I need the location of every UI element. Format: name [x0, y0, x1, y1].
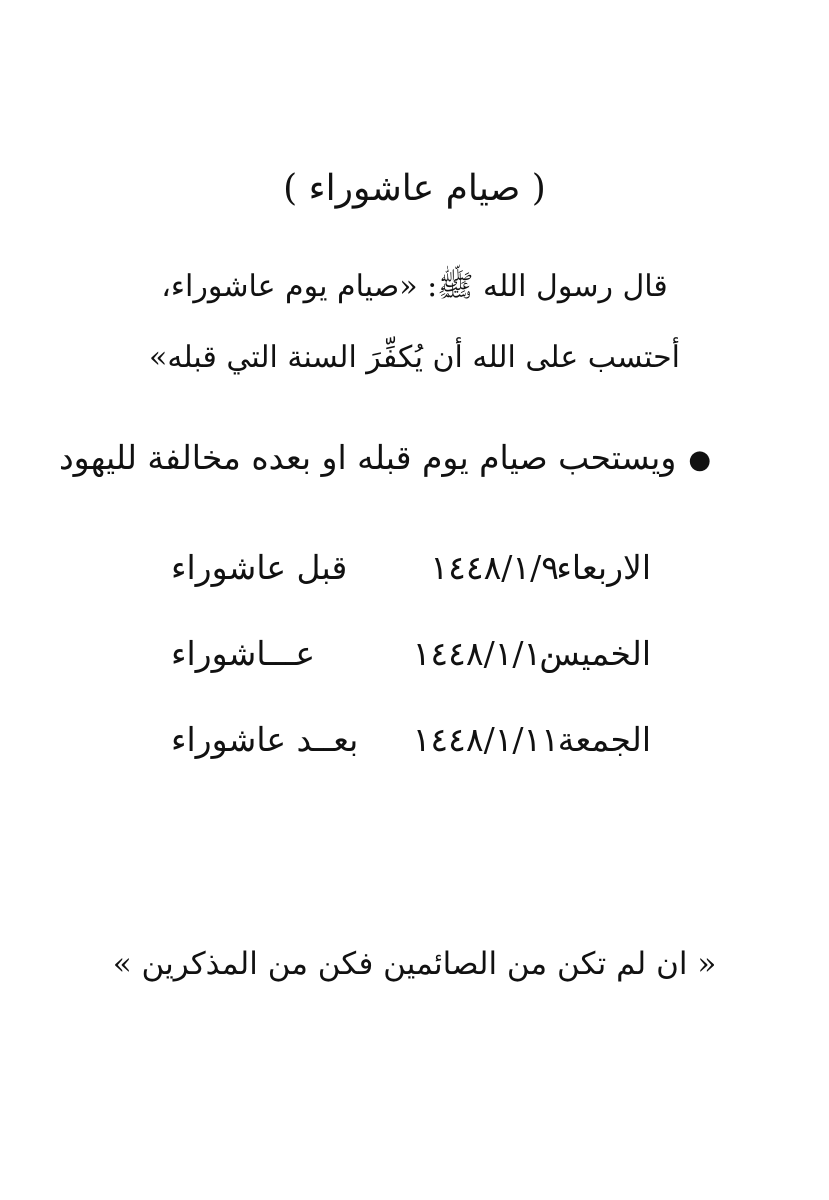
bullet-text: ويستحب صيام يوم قبله او بعده مخالفة لليهود	[58, 438, 677, 477]
schedule-label: قبل عاشوراء	[171, 548, 348, 587]
schedule-label: بعــد عاشوراء	[171, 720, 359, 759]
page-title: ( صيام عاشوراء )	[283, 168, 546, 209]
schedule-date: ١٤٤٨/١/١٠	[412, 634, 559, 673]
schedule-label: عـــاشوراء	[171, 634, 316, 673]
schedule-day: الاربعاء	[556, 548, 651, 587]
schedule-day: الخميس	[539, 634, 651, 673]
schedule-date: ١٤٤٨/١/٩	[430, 548, 559, 587]
schedule-row	[171, 634, 651, 686]
schedule-day: الجمعة	[557, 720, 651, 759]
bullet-icon: ●	[688, 445, 711, 475]
schedule-row	[171, 720, 651, 772]
schedule-date: ١٤٤٨/١/١١	[412, 720, 559, 759]
hadith-line-2: أحتسب على الله أن يُكفِّرَ السنة التي قبله»	[149, 340, 680, 375]
closing-quote: « ان لم تكن من الصائمين فكن من المذكرين »	[112, 946, 717, 982]
bullet-point	[59, 438, 711, 477]
schedule-row	[171, 548, 651, 600]
hadith-line-1: قال رسول الله ﷺ: «صيام يوم عاشوراء،	[161, 269, 668, 304]
